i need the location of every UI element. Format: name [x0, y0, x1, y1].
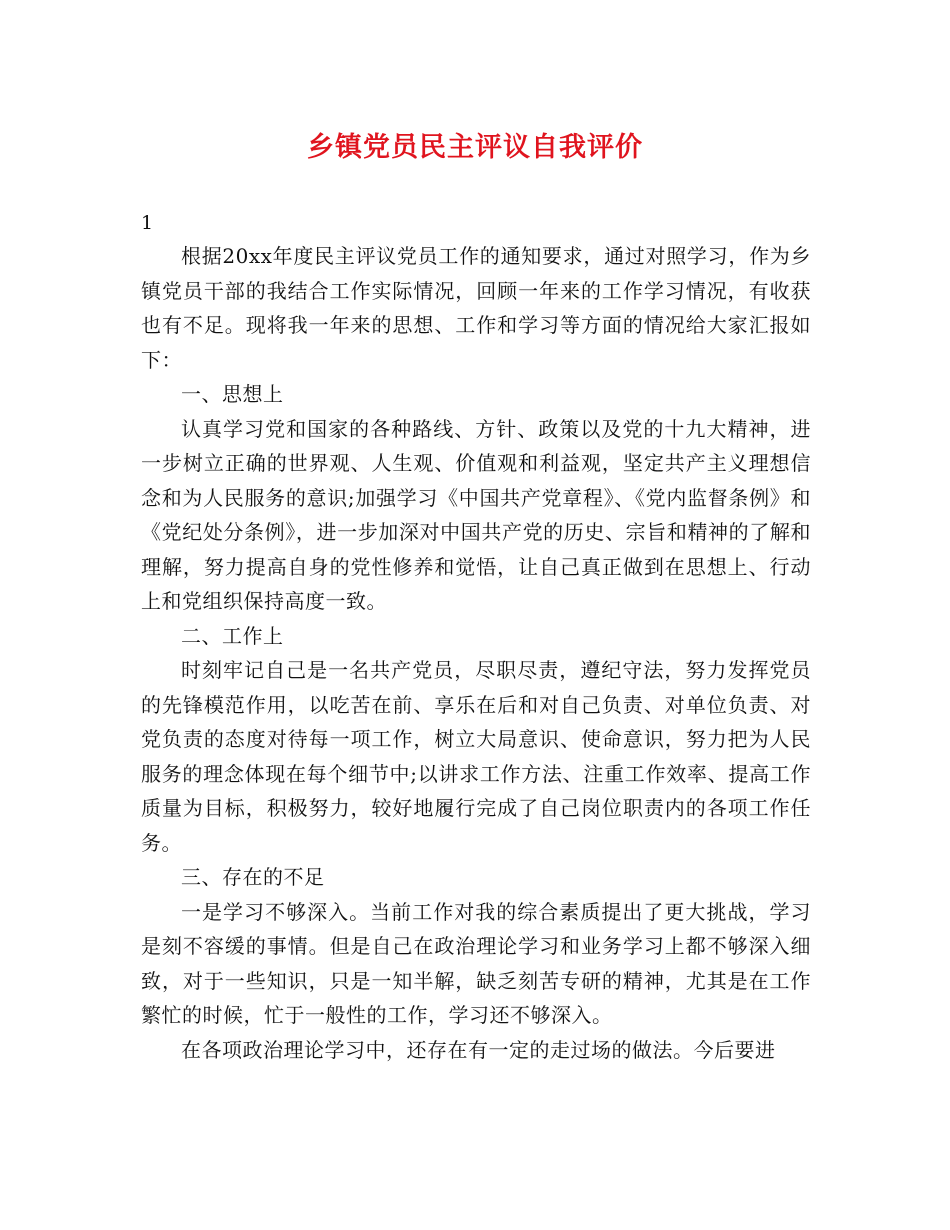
section-heading-thought: 一、思想上 — [181, 382, 284, 406]
document-title: 乡镇党员民主评议自我评价 — [307, 132, 643, 163]
section-heading-work: 二、工作上 — [181, 623, 284, 648]
thought-paragraph: 认真学习党和国家的各种路线、方针、政策以及党的十九大精神，进一步树立正确的世界观、人生观、价值观和利益观，坚定共产主义理想信念和为人民服务的意识;加强学习《中国共产党章程》、《党内监督条例》和《党纪处分条例》，进一步加深对中国共产党的历史、宗旨和精神的了解和理解，努力提高自身的党性修养和觉悟，让自己真正做到在思想上、行动上和党组织保持高度一致。 — [141, 416, 811, 613]
shortcomings-paragraph: 一是学习不够深入。当前工作对我的综合素质提出了更大挑战，学习是刻不容缓的事情。但是自己在政治理论学习和业务学习上都不够深入细致，对于一些知识，只是一知半解，缺乏刻苦专研的精神，尤其是在工作繁忙的时候，忙于一般性的工作，学习还不够深入。 — [141, 899, 811, 1027]
section-heading-shortcomings: 三、存在的不足 — [181, 865, 325, 889]
work-paragraph: 时刻牢记自己是一名共产党员，尽职尽责，遵纪守法，努力发挥党员的先锋模范作用，以吃苦在前、享乐在后和对自己负责、对单位负责、对党负责的态度对待每一项工作，树立大局意识、使命意识，努力把为人民服务的理念体现在每个细节中;以讲求工作方法、注重工作效率、提高工作质量为目标，积极努力，较好地履行完成了自己岗位职责内的各项工作任务。 — [141, 658, 811, 855]
continuation-paragraph: 在各项政治理论学习中，还存在有一定的走过场的做法。今后要进 — [181, 1037, 776, 1062]
intro-paragraph: 根据20xx年度民主评议党员工作的通知要求，通过对照学习，作为乡镇党员干部的我结合工作实际情况，回顾一年来的工作学习情况，有收获也有不足。现将我一年来的思想、工作和学习等方面的情况给大家汇报如下： — [141, 244, 811, 372]
document-body — [141, 239, 811, 1067]
page-number: 1 — [141, 212, 154, 234]
